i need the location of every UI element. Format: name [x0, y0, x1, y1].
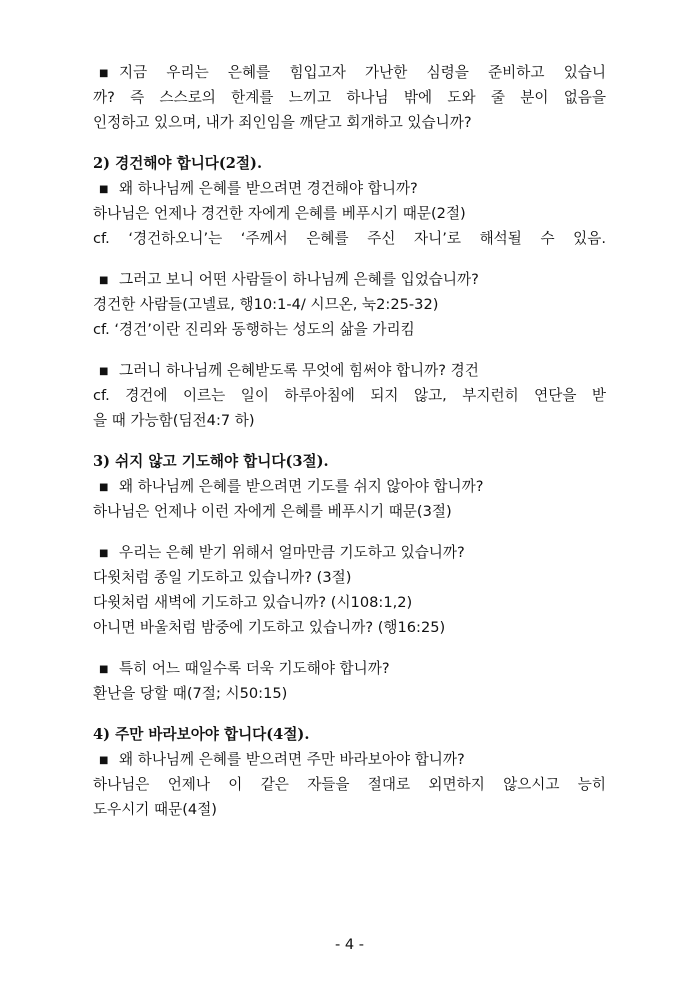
paragraph-block	[93, 540, 606, 640]
text-line: 하나님은 언제나 경건한 자에게 은혜를 베푸시기 때문(2절)	[93, 205, 466, 222]
text-line: 환난을 당할 때(7절; 시50:15)	[93, 685, 288, 702]
text-line	[93, 176, 606, 201]
text-line: 하나님은 언제나 이런 자에게 은혜를 베푸시기 때문(3절)	[93, 503, 452, 520]
paragraph-block	[93, 267, 606, 342]
line-text: 왜 하나님께 은혜를 받으려면 주만 바라보아야 합니까?	[119, 751, 465, 768]
document-body	[93, 60, 606, 838]
square-bullet-icon: ■	[99, 664, 109, 675]
text-line	[93, 656, 606, 681]
square-bullet-icon: ■	[99, 548, 109, 559]
text-line: cf. ‘경건하오니’는 ‘주께서 은혜를 주신 자니’로 해석될 수 있음.	[93, 230, 606, 247]
line-text: 왜 하나님께 은혜를 받으려면 기도를 쉬지 않아야 합니까?	[119, 478, 484, 495]
section-heading: 3) 쉬지 않고 기도해야 합니다(3절).	[93, 453, 329, 470]
section-heading: 2) 경건해야 합니다(2절).	[93, 155, 263, 172]
text-line	[93, 474, 606, 499]
paragraph-block	[93, 722, 606, 822]
square-bullet-icon: ■	[99, 275, 109, 286]
line-text: 왜 하나님께 은혜를 받으려면 경건해야 합니까?	[119, 180, 418, 197]
text-line: 경건한 사람들(고넬료, 행10:1-4/ 시므온, 눅2:25-32)	[93, 296, 439, 313]
square-bullet-icon: ■	[99, 366, 109, 377]
square-bullet-icon: ■	[99, 68, 109, 79]
square-bullet-icon: ■	[99, 755, 109, 766]
paragraph-block	[93, 60, 606, 135]
text-line: 도우시기 때문(4절)	[93, 801, 217, 818]
section-heading: 4) 주만 바라보아야 합니다(4절).	[93, 726, 310, 743]
text-line: cf. ‘경건’이란 진리와 동행하는 성도의 삶을 가리킴	[93, 321, 415, 338]
text-line	[93, 540, 606, 565]
line-text: 지금 우리는 은혜를 힘입고자 가난한 심령을 준비하고 있습니	[119, 64, 606, 81]
paragraph-block	[93, 656, 606, 706]
paragraph-block	[93, 449, 606, 524]
text-line	[93, 747, 606, 772]
text-line: 아니면 바울처럼 밤중에 기도하고 있습니까? (행16:25)	[93, 619, 446, 636]
text-line	[93, 267, 606, 292]
square-bullet-icon: ■	[99, 184, 109, 195]
text-line	[93, 358, 606, 383]
line-text: 특히 어느 때일수록 더욱 기도해야 합니까?	[119, 660, 390, 677]
square-bullet-icon: ■	[99, 482, 109, 493]
line-text: 그러니 하나님께 은혜받도록 무엇에 힘써야 합니까? 경건	[119, 362, 479, 379]
text-line: 다윗처럼 종일 기도하고 있습니까? (3절)	[93, 569, 352, 586]
text-line: 을 때 가능함(딤전4:7 하)	[93, 412, 255, 429]
text-line: 인정하고 있으며, 내가 죄인임을 깨닫고 회개하고 있습니까?	[93, 114, 472, 131]
text-line: 까? 즉 스스로의 한계를 느끼고 하나님 밖에 도와 줄 분이 없음을	[93, 89, 606, 106]
text-line: 하나님은 언제나 이 같은 자들을 절대로 외면하지 않으시고 능히	[93, 776, 606, 793]
line-text: 우리는 은혜 받기 위해서 얼마만큼 기도하고 있습니까?	[119, 544, 465, 561]
paragraph-block	[93, 151, 606, 251]
page-number: - 4 -	[334, 936, 365, 953]
text-line: cf. 경건에 이르는 일이 하루아침에 되지 않고, 부지런히 연단을 받	[93, 387, 606, 404]
text-line	[93, 60, 606, 85]
line-text: 그러고 보니 어떤 사람들이 하나님께 은혜를 입었습니까?	[119, 271, 479, 288]
paragraph-block	[93, 358, 606, 433]
text-line: 다윗처럼 새벽에 기도하고 있습니까? (시108:1,2)	[93, 594, 413, 611]
